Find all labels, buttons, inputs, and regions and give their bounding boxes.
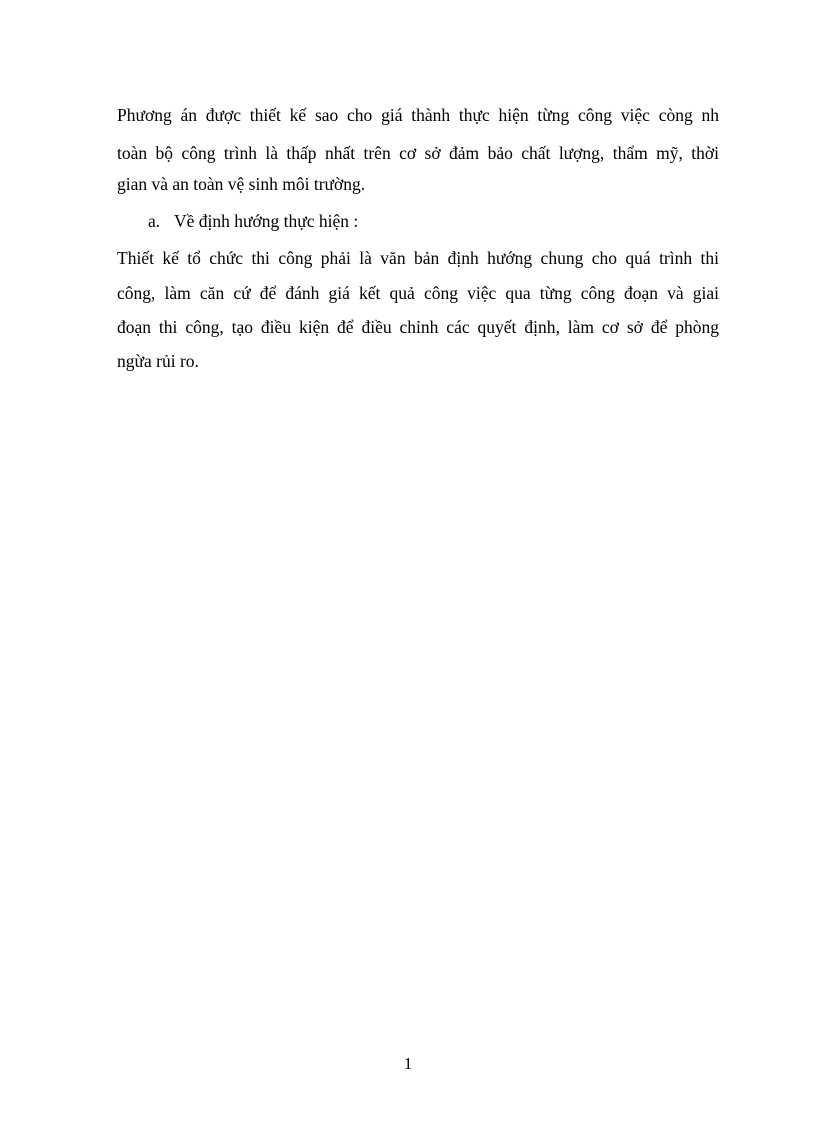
paragraph-2-line-4: ngừa rủi ro. bbox=[117, 351, 199, 371]
section-heading-marker: a. bbox=[148, 211, 161, 231]
paragraph-2-line-2: công, làm căn cứ để đánh giá kết quả công việc qua từng công đoạn và giai bbox=[117, 283, 719, 303]
section-heading-text: Về định hướng thực hiện : bbox=[174, 211, 359, 231]
paragraph-2-line-3: đoạn thi công, tạo điều kiện để điều chỉnh các quyết định, làm cơ sở để phòng bbox=[117, 317, 719, 337]
section-heading bbox=[148, 210, 358, 232]
paragraph-1-line-1: Phương án được thiết kế sao cho giá thành thực hiện từng công việc còng nh bbox=[117, 105, 719, 125]
page-number: 1 bbox=[403, 1054, 413, 1073]
paragraph-1-line-3: gian và an toàn vệ sinh môi trường. bbox=[117, 174, 366, 194]
paragraph-1-line-2: toàn bộ công trình là thấp nhất trên cơ sở đảm bảo chất lượng, thẩm mỹ, thời bbox=[117, 143, 719, 163]
paragraph-2-line-1: Thiết kế tổ chức thi công phải là văn bản định hướng chung cho quá trình thi bbox=[117, 248, 719, 268]
